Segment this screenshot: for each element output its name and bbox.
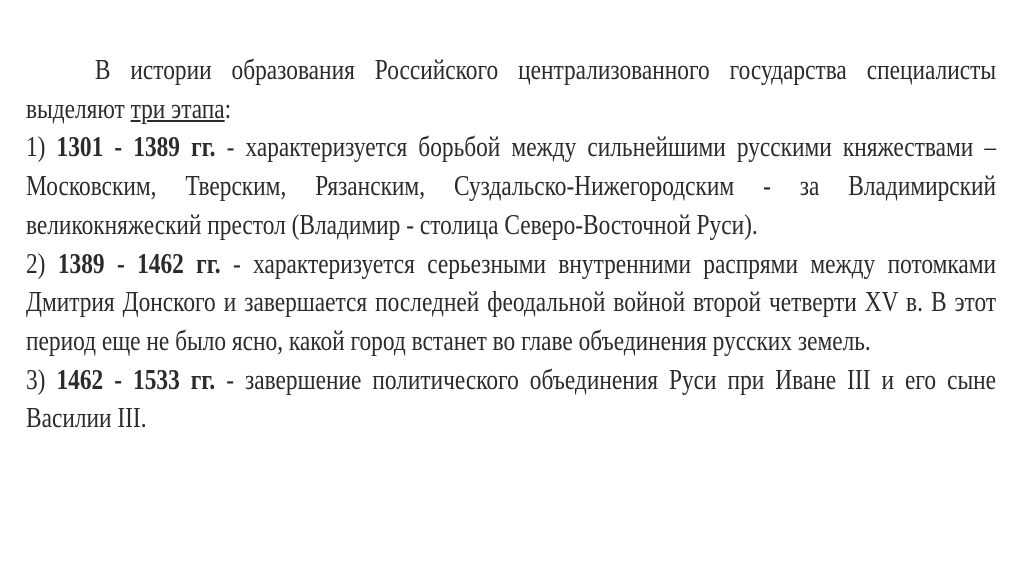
- stage-1-number: 1): [26, 132, 57, 164]
- stage-3-number: 3): [26, 364, 57, 396]
- stage-3-description: - завершение политического объединения Руси при Иване III и его сыне Василии III.: [26, 364, 997, 435]
- stage-2-paragraph: [26, 246, 996, 362]
- intro-colon: :: [224, 93, 232, 125]
- stage-1-paragraph: [26, 129, 996, 245]
- intro-paragraph: [26, 52, 996, 129]
- intro-text: В истории образования Российского централизованного государства специалисты выделяют: [26, 55, 997, 125]
- stage-3-paragraph: [26, 362, 996, 439]
- stage-2-description: - характеризуется серьезными внутренними распрями между потомками Дмитрия Донского и завершается последней феодальной войной второй четверти XV в. В этот период еще не было ясно, какой город встанет во главе объединения русских земель.: [26, 248, 997, 357]
- stage-3-period: 1462 - 1533 гг.: [56, 364, 216, 396]
- intro-underlined-phrase: три этапа: [130, 93, 225, 125]
- document-body: [26, 52, 996, 439]
- stage-1-description: - характеризуется борьбой между сильнейшими русскими княжествами – Московским, Тверским, Рязанским, Суздальско-Нижегородским - за Владимирский великокняжеский престол (Владимир - столица Северо-Восточной Руси).: [26, 132, 997, 241]
- stage-1-period: 1301 - 1389 гг.: [56, 132, 216, 164]
- stage-2-number: 2): [26, 248, 58, 280]
- stage-2-period: 1389 - 1462 гг.: [57, 248, 221, 280]
